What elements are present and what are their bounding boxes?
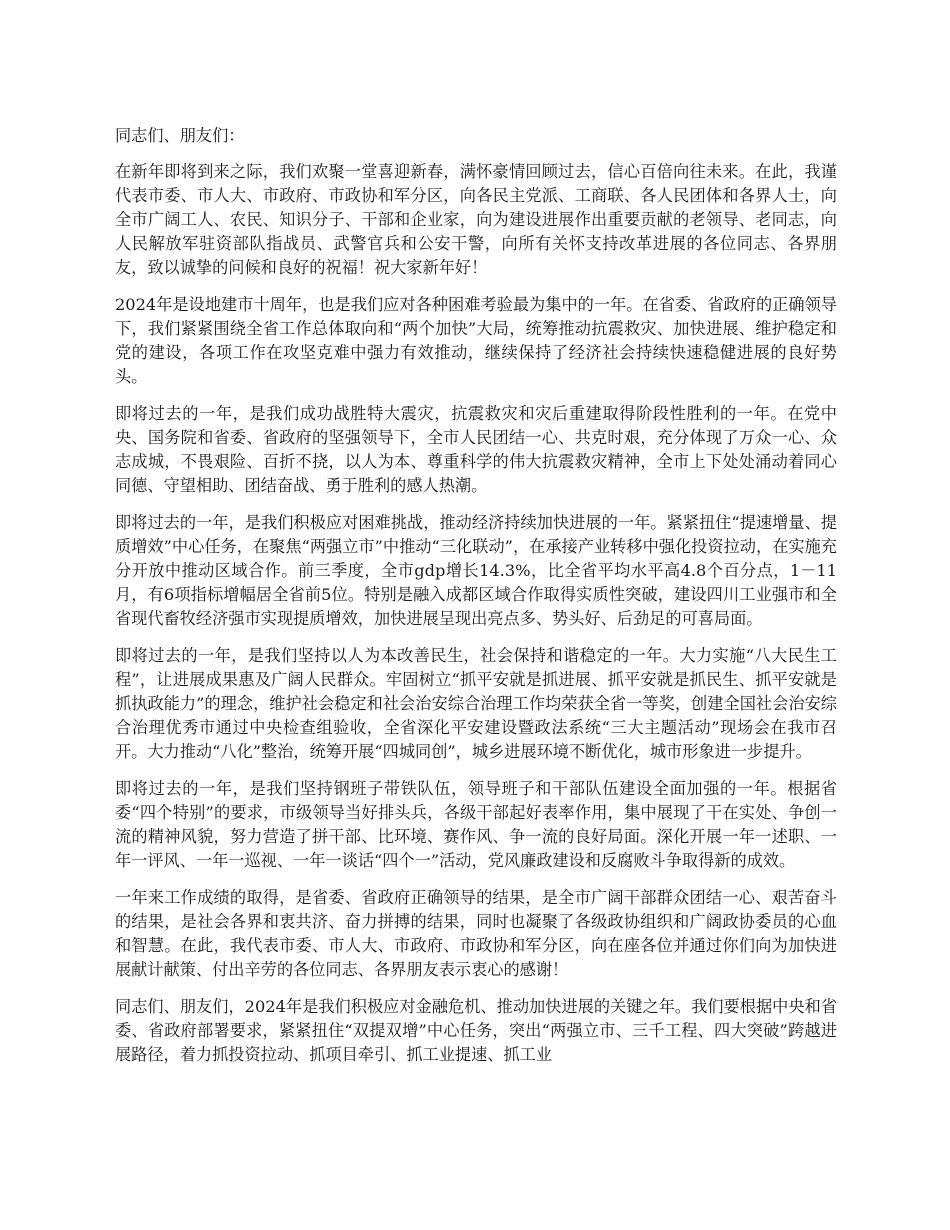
document-body xyxy=(115,124,837,1080)
paragraph-economic-growth: 即将过去的一年，是我们积极应对困难挑战，推动经济持续加快进展的一年。紧紧扭住“提速增量、提质增效”中心任务，在聚焦“两强立市”中推动“三化联动”，在承接产业转移中强化投资拉动，在实施充分开放中推动区域合作。前三季度，全市gdp增长14.3%，比全省平均水平高4.8个百分点，1－11月，有6项指标增幅居全省前5位。特别是融入成都区域合作取得实质性突破，建设四川工业强市和全省现代畜牧经济强市实现提质增效，加快进展呈现出亮点多、势头好、后劲足的可喜局面。 xyxy=(115,513,837,628)
paragraph-tenth-anniversary: 2024年是设地建市十周年，也是我们应对各种困难考验最为集中的一年。在省委、省政府的正确领导下，我们紧紧围绕全省工作总体取向和“两个加快”大局，统筹推动抗震救灾、加快进展、维护稳定和党的建设，各项工作在攻坚克难中强力有效推动，继续保持了经济社会持续快速稳健进展的良好势头。 xyxy=(115,295,837,386)
paragraph-team-building: 即将过去的一年，是我们坚持钢班子带铁队伍，领导班子和干部队伍建设全面加强的一年。根据省委“四个特别”的要求，市级领导当好排头兵，各级干部起好表率作用，集中展现了干在实处、争创一流的精神风貌，努力营造了拼干部、比环境、赛作风、争一流的良好局面。深化开展一年一述职、一年一评风、一年一巡视、一年一谈话“四个一”活动，党风廉政建设和反腐败斗争取得新的成效。 xyxy=(115,779,837,870)
paragraph-livelihood-stability: 即将过去的一年，是我们坚持以人为本改善民生，社会保持和谐稳定的一年。大力实施“八大民生工程”，让进展成果惠及广阔人民群众。牢固树立“抓平安就是抓进展、抓平安就是抓民生、抓平安就是抓执政能力”的理念，维护社会稳定和社会治安综合治理工作均荣获全省一等奖，创建全国社会治安综合治理优秀市通过中央检查组验收，全省深化平安建设暨政法系统“三大主题活动”现场会在我市召开。大力推动“八化”整治，统筹开展“四城同创”，城乡进展环境不断优化，城市形象进一步提升。 xyxy=(115,646,837,761)
paragraph-acknowledgement: 一年来工作成绩的取得，是省委、省政府正确领导的结果，是全市广阔干部群众团结一心、艰苦奋斗的结果，是社会各界和衷共济、奋力拼搏的结果，同时也凝聚了各级政协组织和广阔政协委员的心血和智慧。在此，我代表市委、市人大、市政府、市政协和军分区，向在座各位并通过你们向为加快进展献计献策、付出辛劳的各位同志、各界朋友表示衷心的感谢！ xyxy=(115,888,837,979)
paragraph-earthquake-relief: 即将过去的一年，是我们成功战胜特大震灾，抗震救灾和灾后重建取得阶段性胜利的一年。在党中央、国务院和省委、省政府的坚强领导下，全市人民团结一心、共克时艰，充分体现了万众一心、众志成城，不畏艰险、百折不挠，以人为本、尊重科学的伟大抗震救灾精神，全市上下处处涌动着同心同德、守望相助、团结奋战、勇于胜利的感人热潮。 xyxy=(115,404,837,495)
paragraph-key-year: 同志们、朋友们，2024年是我们积极应对金融危机、推动加快进展的关键之年。我们要根据中央和省委、省政府部署要求，紧紧扭住“双提双增”中心任务，突出“两强立市、三千工程、四大突破”跨越进展路径，着力抓投资拉动、抓项目牵引、抓工业提速、抓工业 xyxy=(115,997,837,1064)
paragraph-new-year-greeting: 在新年即将到来之际，我们欢聚一堂喜迎新春，满怀豪情回顾过去，信心百倍向往未来。在此，我谨代表市委、市人大、市政府、市政协和军分区，向各民主党派、工商联、各人民团体和各界人士，向全市广阔工人、农民、知识分子、干部和企业家，向为建设进展作出重要贡献的老领导、老同志，向人民解放军驻资部队指战员、武警官兵和公安干警，向所有关怀支持改革进展的各位同志、各界朋友，致以诚挚的问候和良好的祝福！祝大家新年好！ xyxy=(115,162,837,277)
greeting: 同志们、朋友们： xyxy=(115,126,245,145)
